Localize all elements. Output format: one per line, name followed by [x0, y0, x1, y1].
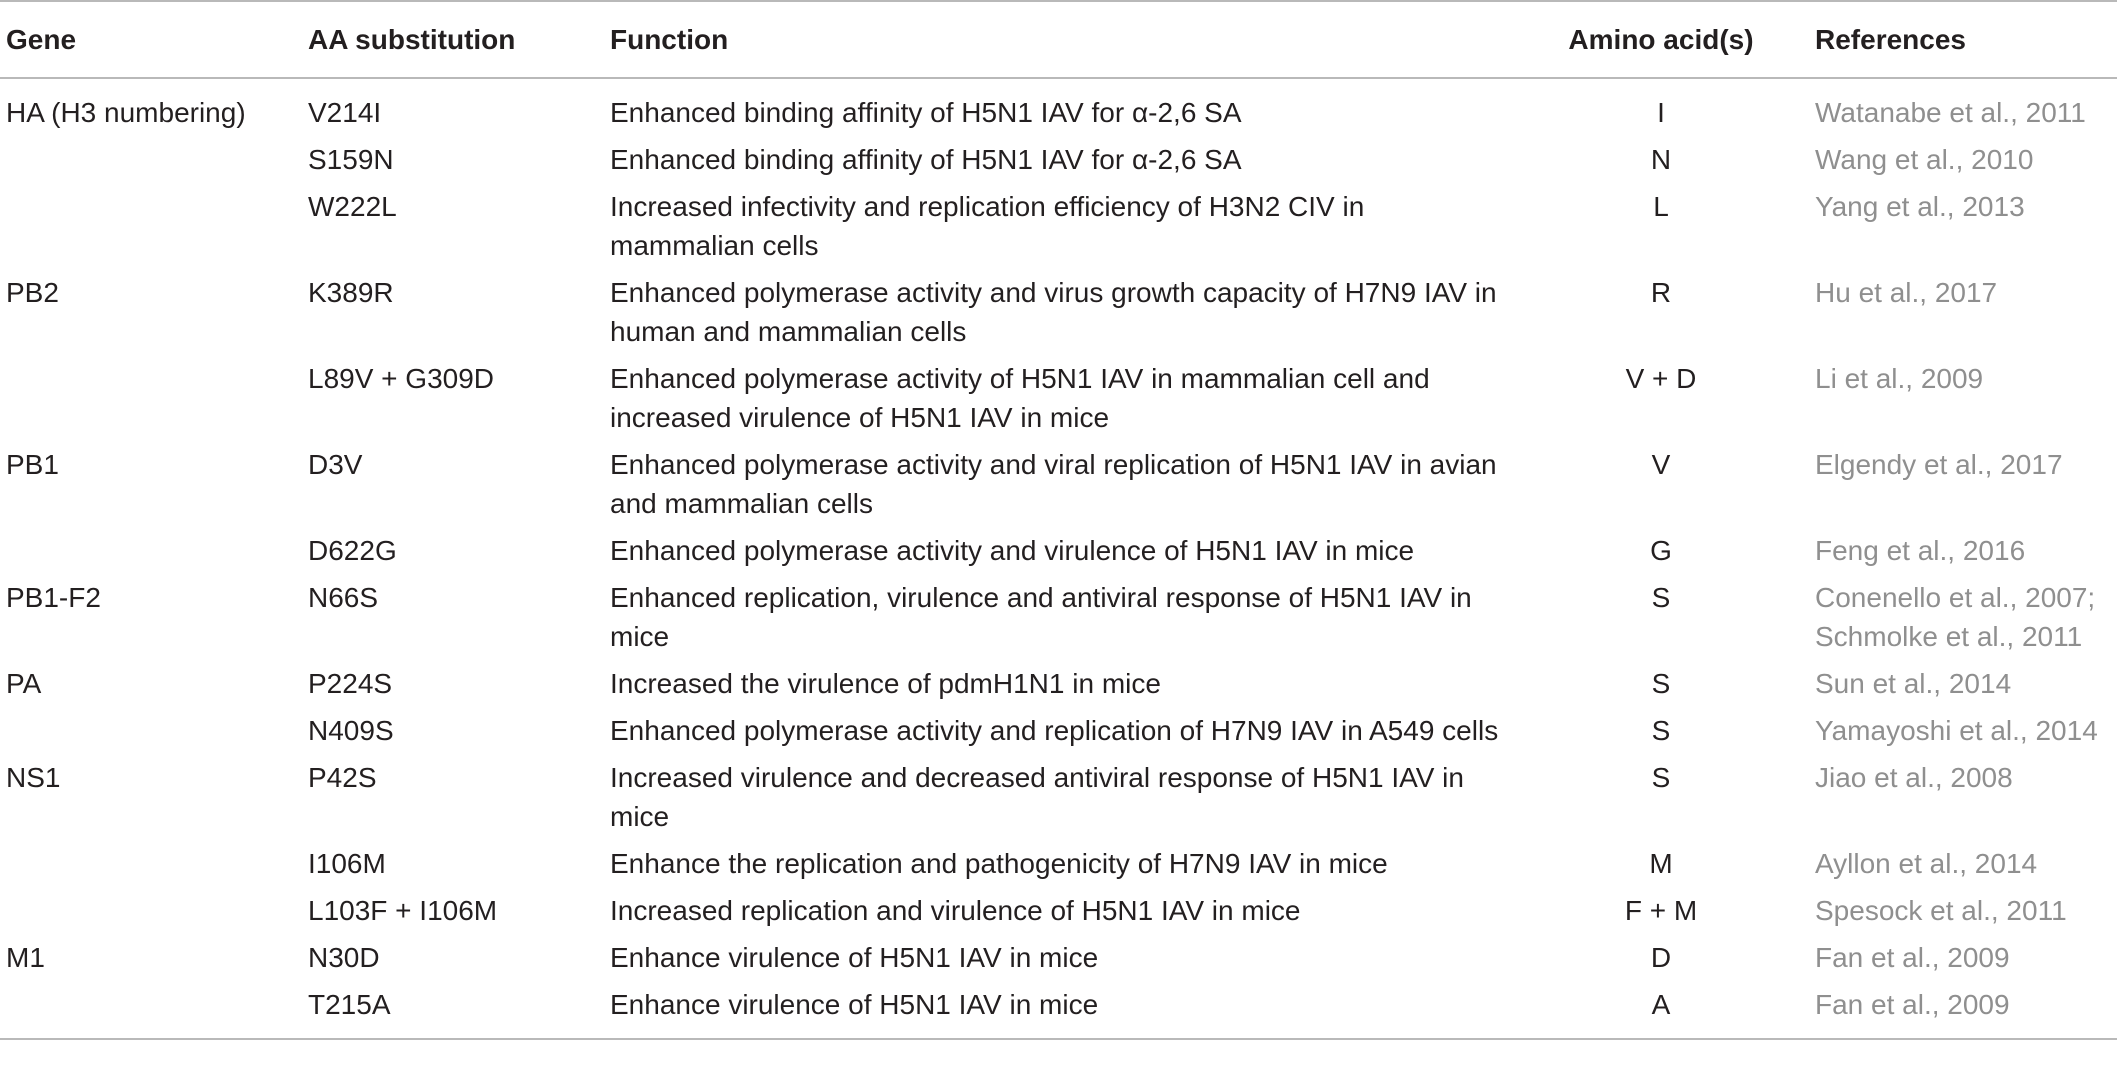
reference-link[interactable]: Sun et al., 2014	[1815, 668, 2012, 699]
cell-gene: M1	[6, 942, 45, 973]
cell-aa-substitution: L89V + G309D	[308, 363, 495, 394]
cell-gene	[0, 707, 308, 754]
table-row	[0, 934, 2117, 981]
reference-link[interactable]: Li et al., 2009	[1815, 363, 1984, 394]
cell-aa-substitution: N30D	[308, 942, 380, 973]
cell-gene	[0, 527, 308, 574]
cell-amino-acids: V + D	[1625, 363, 1697, 394]
cell-gene: PB1	[6, 449, 59, 480]
table-row	[0, 269, 2117, 355]
reference-link[interactable]: Elgendy et al., 2017	[1815, 449, 2063, 480]
cell-references	[1812, 78, 2117, 136]
cell-gene	[0, 887, 308, 934]
cell-amino-acids: L	[1653, 191, 1669, 222]
reference-link[interactable]: Fan et al., 2009	[1815, 942, 2010, 973]
cell-function: Enhanced polymerase activity and virus growth capacity of H7N9 IAV in human and mammalian cells	[610, 277, 1497, 347]
cell-amino-acids: V	[1651, 449, 1671, 480]
cell-references	[1812, 355, 2117, 441]
cell-gene: PA	[6, 668, 42, 699]
cell-references	[1812, 527, 2117, 574]
cell-gene: PB1-F2	[6, 582, 101, 613]
reference-link[interactable]: Feng et al., 2016	[1815, 535, 2026, 566]
table-row	[0, 887, 2117, 934]
table-body	[0, 78, 2117, 1039]
table-header-row	[0, 1, 2117, 78]
cell-references	[1812, 887, 2117, 934]
cell-aa-substitution: P42S	[308, 762, 377, 793]
cell-amino-acids: A	[1651, 989, 1671, 1020]
cell-amino-acids: S	[1651, 715, 1671, 746]
cell-aa-substitution: L103F + I106M	[308, 895, 498, 926]
reference-link[interactable]: Yamayoshi et al., 2014	[1815, 715, 2098, 746]
cell-amino-acids: N	[1650, 144, 1672, 175]
cell-function: Enhanced polymerase activity of H5N1 IAV in mammalian cell and increased virulence of H5N1 IAV in mice	[610, 363, 1430, 433]
reference-link[interactable]: Watanabe et al., 2011	[1815, 97, 2086, 128]
cell-aa-substitution: S159N	[308, 144, 394, 175]
table-row	[0, 840, 2117, 887]
header-gene: Gene	[6, 24, 77, 55]
cell-aa-substitution: N409S	[308, 715, 394, 746]
cell-gene: NS1	[6, 762, 61, 793]
reference-link[interactable]: Ayllon et al., 2014	[1815, 848, 2038, 879]
cell-aa-substitution: I106M	[308, 848, 386, 879]
cell-amino-acids: D	[1650, 942, 1672, 973]
table-row	[0, 78, 2117, 136]
reference-link[interactable]: Hu et al., 2017	[1815, 277, 1998, 308]
cell-function: Enhanced polymerase activity and virulence of H5N1 IAV in mice	[610, 535, 1415, 566]
cell-function: Enhanced polymerase activity and viral replication of H5N1 IAV in avian and mammalian cells	[610, 449, 1497, 519]
cell-gene	[0, 981, 308, 1039]
reference-link[interactable]: Fan et al., 2009	[1815, 989, 2010, 1020]
cell-function: Increased the virulence of pdmH1N1 in mice	[610, 668, 1161, 699]
cell-function: Increased replication and virulence of H5N1 IAV in mice	[610, 895, 1301, 926]
cell-references	[1812, 136, 2117, 183]
reference-link[interactable]: Wang et al., 2010	[1815, 144, 2034, 175]
table-row	[0, 136, 2117, 183]
table-row	[0, 660, 2117, 707]
cell-references	[1812, 574, 2117, 660]
cell-function: Enhance virulence of H5N1 IAV in mice	[610, 942, 1099, 973]
cell-aa-substitution: K389R	[308, 277, 394, 308]
reference-link[interactable]: Conenello et al., 2007;	[1815, 582, 2096, 613]
reference-link[interactable]: Jiao et al., 2008	[1815, 762, 2013, 793]
cell-amino-acids: I	[1657, 97, 1665, 128]
cell-references	[1812, 183, 2117, 269]
cell-references	[1812, 934, 2117, 981]
cell-aa-substitution: N66S	[308, 582, 379, 613]
cell-references	[1812, 660, 2117, 707]
cell-function: Enhanced polymerase activity and replication of H7N9 IAV in A549 cells	[610, 715, 1499, 746]
table-row	[0, 981, 2117, 1039]
cell-aa-substitution: W222L	[308, 191, 397, 222]
cell-function: Enhanced binding affinity of H5N1 IAV for α-2,6 SA	[610, 97, 1242, 128]
cell-function: Enhance virulence of H5N1 IAV in mice	[610, 989, 1099, 1020]
cell-function: Enhanced binding affinity of H5N1 IAV for α-2,6 SA	[610, 144, 1242, 175]
header-references: References	[1815, 24, 1966, 55]
cell-amino-acids: M	[1649, 848, 1673, 879]
cell-references	[1812, 441, 2117, 527]
reference-link[interactable]: Schmolke et al., 2011	[1815, 621, 2083, 652]
table-row	[0, 754, 2117, 840]
header-function: Function	[610, 24, 729, 55]
cell-amino-acids: R	[1650, 277, 1672, 308]
cell-aa-substitution: V214I	[308, 97, 382, 128]
table-row	[0, 527, 2117, 574]
table-row	[0, 707, 2117, 754]
cell-gene	[0, 355, 308, 441]
cell-aa-substitution: P224S	[308, 668, 393, 699]
cell-function: Enhance the replication and pathogenicity of H7N9 IAV in mice	[610, 848, 1388, 879]
cell-amino-acids: G	[1650, 535, 1672, 566]
table-row	[0, 355, 2117, 441]
cell-function: Enhanced replication, virulence and antiviral response of H5N1 IAV in mice	[610, 582, 1472, 652]
table-row	[0, 441, 2117, 527]
cell-references	[1812, 981, 2117, 1039]
cell-amino-acids: S	[1651, 762, 1671, 793]
cell-references	[1812, 754, 2117, 840]
table-row	[0, 574, 2117, 660]
cell-function: Increased infectivity and replication efficiency of H3N2 CIV in mammalian cells	[610, 191, 1365, 261]
cell-aa-substitution: D3V	[308, 449, 363, 480]
reference-link[interactable]: Yang et al., 2013	[1815, 191, 2025, 222]
cell-references	[1812, 707, 2117, 754]
cell-gene	[0, 183, 308, 269]
reference-link[interactable]: Spesock et al., 2011	[1815, 895, 2067, 926]
cell-function: Increased virulence and decreased antiviral response of H5N1 IAV in mice	[610, 762, 1464, 832]
cell-aa-substitution: T215A	[308, 989, 391, 1020]
cell-amino-acids: S	[1651, 582, 1671, 613]
cell-amino-acids: S	[1651, 668, 1671, 699]
cell-gene	[0, 136, 308, 183]
table-row	[0, 183, 2117, 269]
header-amino-acids: Amino acid(s)	[1568, 24, 1754, 55]
cell-aa-substitution: D622G	[308, 535, 397, 566]
header-aa-substitution: AA substitution	[308, 24, 516, 55]
cell-references	[1812, 840, 2117, 887]
cell-amino-acids: F + M	[1624, 895, 1698, 926]
cell-gene: PB2	[6, 277, 59, 308]
cell-references	[1812, 269, 2117, 355]
cell-gene: HA (H3 numbering)	[6, 97, 246, 128]
cell-gene	[0, 840, 308, 887]
